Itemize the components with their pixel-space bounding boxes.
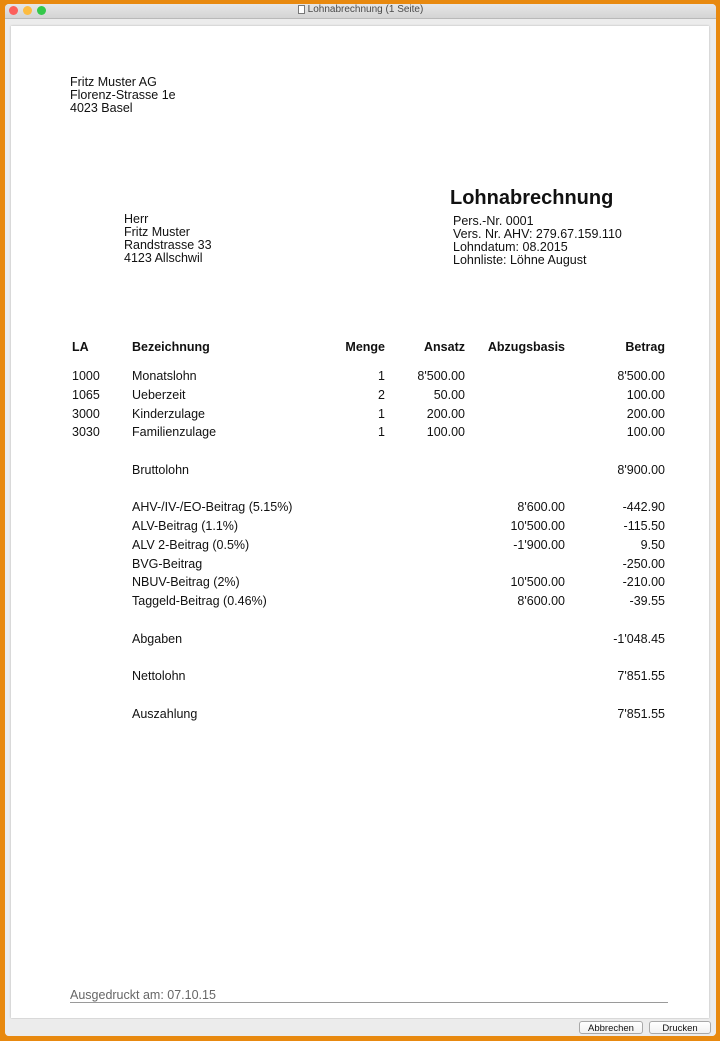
ahv-number: Vers. Nr. AHV: 279.67.159.110: [453, 227, 622, 241]
header-la: LA: [72, 340, 89, 354]
deduction-betrag: -210.00: [622, 575, 665, 589]
print-preview-window: [5, 4, 716, 1036]
title-bar[interactable]: [5, 4, 716, 19]
recipient-line-2: Fritz Muster: [124, 225, 190, 239]
header-ansatz: Ansatz: [424, 340, 465, 354]
footer-divider: [70, 1002, 668, 1003]
deduction-abzugsbasis: 8'600.00: [517, 500, 565, 514]
document-title: Lohnabrechnung: [450, 187, 614, 209]
abgaben-label: Abgaben: [132, 632, 183, 646]
item-bezeichnung: Familienzulage: [132, 425, 217, 439]
sender-line-1: Fritz Muster AG: [70, 75, 157, 89]
item-la: 1000: [72, 369, 100, 383]
deduction-bezeichnung: Taggeld-Beitrag (0.46%): [132, 594, 267, 608]
deduction-betrag: -39.55: [629, 594, 665, 608]
pers-nr: Pers.-Nr. 0001: [453, 214, 534, 228]
window-title-text: Lohnabrechnung (1 Seite): [307, 4, 424, 15]
printed-date: Ausgedruckt am: 07.10.15: [70, 988, 216, 1002]
item-ansatz: 200.00: [426, 407, 465, 421]
sender-line-2: Florenz-Strasse 1e: [70, 88, 176, 102]
brutto-label: Bruttolohn: [132, 463, 189, 477]
recipient-line-1: Herr: [124, 212, 149, 226]
lohnliste: Lohnliste: Löhne August: [453, 253, 587, 267]
deduction-bezeichnung: BVG-Beitrag: [132, 557, 203, 571]
document-icon: [298, 5, 305, 14]
item-betrag: 100.00: [626, 425, 665, 439]
item-ansatz: 8'500.00: [417, 369, 465, 383]
recipient-line-4: 4123 Allschwil: [124, 251, 203, 265]
deduction-bezeichnung: ALV 2-Beitrag (0.5%): [132, 538, 250, 552]
deduction-abzugsbasis: -1'900.00: [513, 538, 565, 552]
netto-label: Nettolohn: [132, 669, 186, 683]
item-bezeichnung: Kinderzulage: [132, 407, 205, 421]
sender-line-3: 4023 Basel: [70, 101, 133, 115]
deduction-betrag: -442.90: [622, 500, 665, 514]
deduction-abzugsbasis: 8'600.00: [517, 594, 565, 608]
header-betrag: Betrag: [625, 340, 665, 354]
print-button[interactable]: Drucken: [649, 1021, 711, 1034]
deduction-bezeichnung: NBUV-Beitrag (2%): [132, 575, 240, 589]
deduction-betrag: -250.00: [622, 557, 665, 571]
item-betrag: 100.00: [626, 388, 665, 402]
item-menge: 2: [378, 388, 385, 402]
deduction-bezeichnung: ALV-Beitrag (1.1%): [132, 519, 239, 533]
item-betrag: 8'500.00: [617, 369, 665, 383]
auszahlung-label: Auszahlung: [132, 707, 198, 721]
auszahlung-betrag: 7'851.55: [617, 707, 665, 721]
netto-betrag: 7'851.55: [617, 669, 665, 683]
deduction-abzugsbasis: 10'500.00: [510, 575, 565, 589]
item-menge: 1: [378, 425, 385, 439]
item-menge: 1: [378, 369, 385, 383]
deduction-bezeichnung: AHV-/IV-/EO-Beitrag (5.15%): [132, 500, 293, 514]
header-abzugsbasis: Abzugsbasis: [487, 340, 565, 354]
dialog-button-bar: [5, 1019, 716, 1036]
item-ansatz: 100.00: [426, 425, 465, 439]
deduction-betrag: -115.50: [623, 519, 665, 533]
item-menge: 1: [378, 407, 385, 421]
document-page: [11, 26, 709, 1018]
item-ansatz: 50.00: [433, 388, 465, 402]
recipient-line-3: Randstrasse 33: [124, 238, 212, 252]
item-la: 3030: [72, 425, 100, 439]
lohndatum: Lohndatum: 08.2015: [453, 240, 568, 254]
item-bezeichnung: Monatslohn: [132, 369, 197, 383]
header-bezeichnung: Bezeichnung: [132, 340, 210, 354]
cancel-button[interactable]: Abbrechen: [579, 1021, 643, 1034]
item-la: 3000: [72, 407, 100, 421]
item-bezeichnung: Ueberzeit: [132, 388, 186, 402]
item-la: 1065: [72, 388, 100, 402]
brutto-betrag: 8'900.00: [617, 463, 665, 477]
item-betrag: 200.00: [626, 407, 665, 421]
abgaben-betrag: -1'048.45: [613, 632, 665, 646]
window-title: [5, 4, 716, 16]
deduction-abzugsbasis: 10'500.00: [510, 519, 565, 533]
deduction-betrag: 9.50: [640, 538, 665, 552]
header-menge: Menge: [345, 340, 385, 354]
